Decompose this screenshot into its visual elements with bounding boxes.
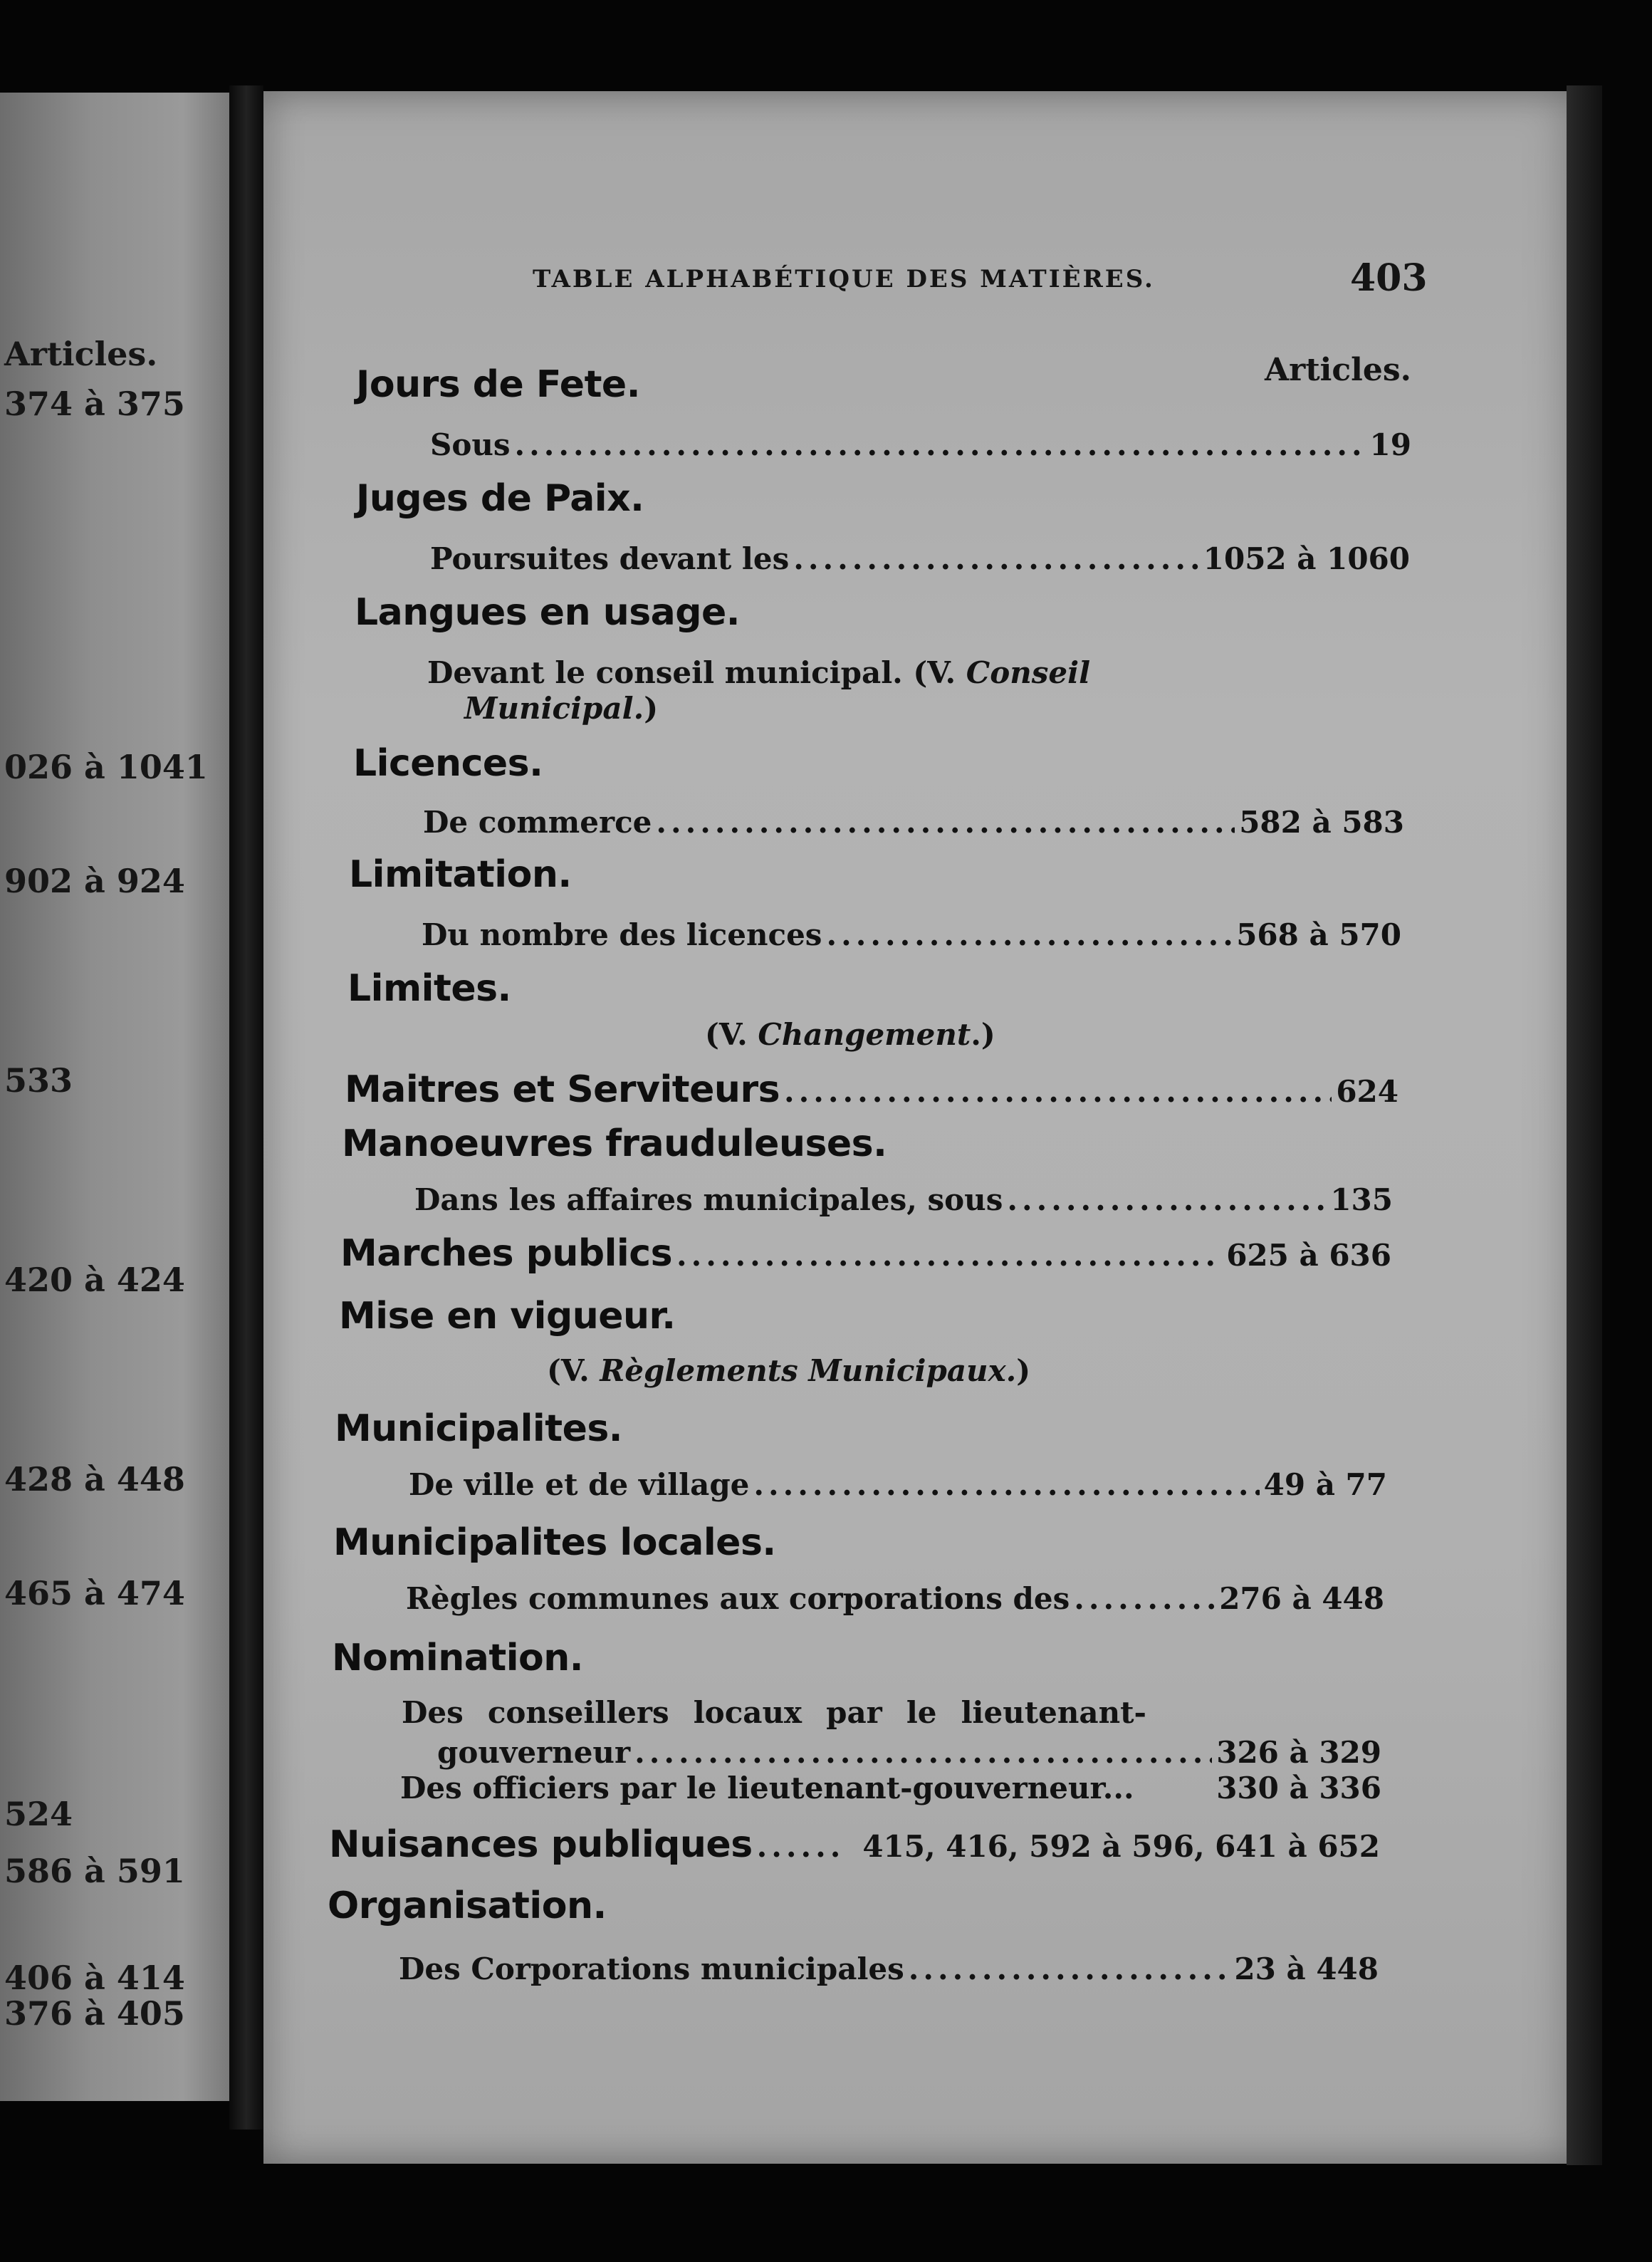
index-row	[340, 1232, 1391, 1275]
word: locaux	[693, 1695, 803, 1730]
index-row	[414, 1182, 1393, 1217]
dot-leader	[826, 917, 1232, 952]
justified-text-line	[402, 1695, 1146, 1730]
entry-heading-municipalites-locales: Municipalites locales.	[333, 1521, 776, 1564]
index-row	[345, 1068, 1399, 1111]
dot-leader	[793, 541, 1199, 576]
book-gutter	[229, 85, 263, 2130]
left-ref: 533	[4, 1061, 73, 1100]
note-text: (V.	[705, 1017, 748, 1052]
index-row	[437, 1735, 1381, 1770]
word: le	[906, 1695, 937, 1730]
entry-heading-nomination: Nomination.	[332, 1637, 584, 1679]
note-text: )	[644, 691, 659, 726]
left-ref: 586 à 591	[4, 1852, 185, 1890]
row-text: Des Corporations municipales	[399, 1951, 904, 1986]
left-ref: 374 à 375	[4, 385, 185, 423]
row-text: Du nombre des licences	[422, 917, 822, 952]
entry-heading-nuisances-publiques: Nuisances publiques	[329, 1823, 753, 1866]
left-ref: 420 à 424	[4, 1261, 185, 1299]
dot-leader	[676, 1238, 1222, 1273]
running-title: TABLE ALPHABÉTIQUE DES MATIÈRES.	[533, 265, 1155, 293]
word: lieutenant-	[961, 1695, 1146, 1730]
note-italic: Municipal.	[464, 691, 644, 726]
word: par	[826, 1695, 882, 1730]
note-text: (V.	[547, 1353, 590, 1388]
row-text: Des officiers par le lieutenant-gouverneur...	[400, 1771, 1134, 1805]
dot-leader	[753, 1467, 1259, 1502]
row-ref: 135	[1330, 1182, 1393, 1217]
dot-leader	[515, 427, 1366, 462]
dot-leader	[634, 1735, 1212, 1770]
index-row	[430, 541, 1410, 576]
index-row	[329, 1823, 1380, 1866]
page-number: 403	[1350, 256, 1428, 300]
cross-reference-line	[705, 1017, 995, 1052]
row-ref: 326 à 329	[1216, 1735, 1381, 1770]
entry-heading-langues-en-usage: Langues en usage.	[355, 591, 741, 634]
row-ref: 19	[1369, 427, 1411, 462]
word: conseillers	[487, 1695, 669, 1730]
left-ref: 376 à 405	[4, 1994, 185, 2033]
row-ref: 624	[1336, 1074, 1399, 1109]
word: Des	[402, 1695, 464, 1730]
dot-leader	[909, 1951, 1230, 1986]
note-italic: Règlements Municipaux.	[600, 1353, 1017, 1388]
entry-heading-limitation: Limitation.	[349, 853, 572, 896]
row-ref: 568 à 570	[1236, 917, 1401, 952]
row-ref: 625 à 636	[1226, 1238, 1391, 1273]
index-row	[406, 1581, 1384, 1616]
row-text: Poursuites devant les	[430, 541, 790, 576]
left-facing-page	[0, 93, 229, 2101]
cross-reference-line	[464, 691, 658, 726]
index-row	[430, 427, 1411, 462]
row-text: Dans les affaires municipales, sous	[414, 1182, 1003, 1217]
left-column-label: Articles.	[4, 335, 158, 373]
entry-heading-limites: Limites.	[347, 967, 511, 1010]
entry-heading-licences: Licences.	[353, 742, 543, 785]
entry-heading-organisation: Organisation.	[328, 1885, 607, 1927]
index-row	[409, 1467, 1387, 1502]
row-ref: 330 à 336	[1216, 1771, 1381, 1805]
entry-heading-manoeuvres-frauduleuses: Manoeuvres frauduleuses.	[342, 1122, 887, 1165]
row-ref: 276 à 448	[1219, 1581, 1384, 1616]
row-ref: 415, 416, 592 à 596, 641 à 652	[862, 1829, 1380, 1864]
page-edge-shadow	[1567, 85, 1602, 2165]
entry-heading-mise-en-vigueur: Mise en vigueur.	[339, 1295, 676, 1338]
entry-heading-marches-publics: Marches publics	[340, 1232, 673, 1275]
entry-heading-maitres-et-serviteurs: Maitres et Serviteurs	[345, 1068, 780, 1111]
dot-leader	[784, 1074, 1332, 1109]
cross-reference-line	[547, 1353, 1030, 1388]
cross-reference-line	[427, 655, 1090, 690]
left-ref: 465 à 474	[4, 1574, 185, 1612]
row-text: Sous	[430, 427, 511, 462]
note-text: Devant le conseil municipal. (V.	[427, 655, 956, 690]
row-ref: 582 à 583	[1239, 805, 1404, 840]
row-text: Règles communes aux corporations des	[406, 1581, 1070, 1616]
row-ref: 49 à 77	[1263, 1467, 1387, 1502]
entry-heading-jours-de-fete: Jours de Fete.	[356, 363, 640, 406]
left-ref: 428 à 448	[4, 1460, 185, 1499]
row-ref: 23 à 448	[1234, 1951, 1379, 1986]
dot-leader	[656, 805, 1235, 840]
note-text: .)	[971, 1017, 995, 1052]
dot-leader	[1074, 1581, 1215, 1616]
index-row	[422, 917, 1401, 952]
note-italic: Conseil	[966, 655, 1091, 690]
left-ref: 524	[4, 1795, 73, 1833]
note-text: )	[1016, 1353, 1031, 1388]
articles-column-label: Articles.	[1265, 352, 1411, 388]
row-text: gouverneur	[437, 1735, 631, 1770]
row-text: De commerce	[423, 805, 652, 840]
index-row	[400, 1771, 1381, 1805]
index-row	[399, 1951, 1379, 1986]
row-ref: 1052 à 1060	[1203, 541, 1410, 576]
entry-heading-municipalites: Municipalites.	[335, 1407, 623, 1450]
entry-heading-juges-de-paix: Juges de Paix.	[356, 477, 644, 520]
index-row	[423, 805, 1404, 840]
left-ref: 902 à 924	[4, 862, 185, 900]
left-ref: 406 à 414	[4, 1959, 185, 1997]
dot-leader	[757, 1829, 842, 1864]
row-text: De ville et de village	[409, 1467, 750, 1502]
note-italic: Changement	[758, 1017, 971, 1052]
dot-leader	[1007, 1182, 1326, 1217]
left-ref: 026 à 1041	[4, 748, 208, 786]
